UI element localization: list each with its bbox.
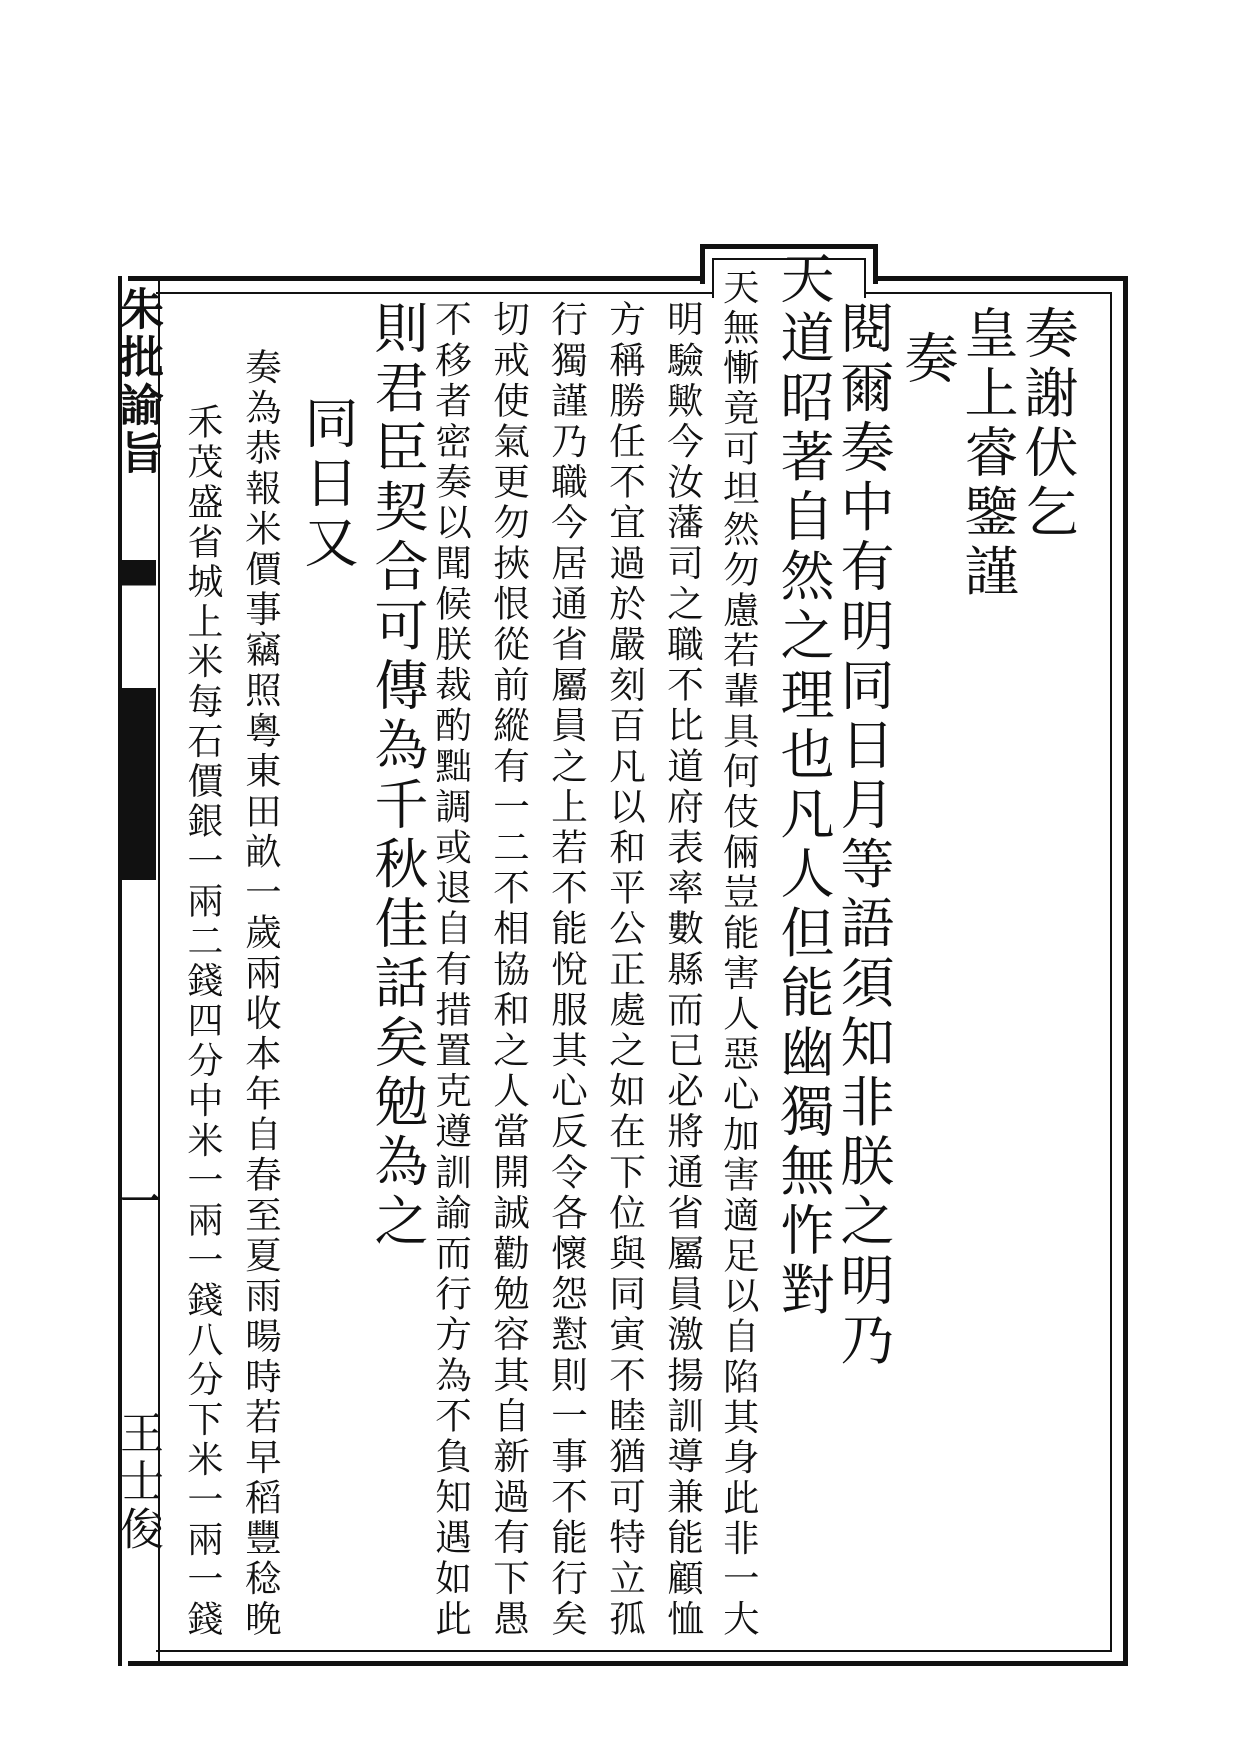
text-column-10: 切戒使氣更勿挾恨從前縱有一二不相協和之人當開誠勸勉容其自新過有下愚 <box>487 300 531 1640</box>
text-column-5: 天道昭著自然之理也凡人但能幽獨無怍對 <box>772 250 835 1321</box>
text-column-8: 方稱勝任不宜過於嚴刻百凡以和平公正處之如在下位與同寅不睦猶可特立孤 <box>603 300 647 1640</box>
text-column-2: 皇上睿鑒謹 <box>956 305 1019 603</box>
text-column-3: 奏 <box>896 330 959 390</box>
text-column-14: 奏為恭報米價事竊照粵東田畝一歲兩收本年自春至夏雨暘時若早稻豐稔晚 <box>239 348 283 1640</box>
spine-author: 王士俊 <box>112 1410 163 1554</box>
spine-section-number: 一 <box>114 1180 161 1220</box>
spine-fishtail-mark <box>122 560 156 880</box>
spine-title: 朱批諭旨 <box>112 286 163 478</box>
text-column-15: 禾茂盛省城上米每石價銀一兩二錢四分中米一兩一錢八分下米一兩一錢 <box>181 403 223 1640</box>
text-column-7: 明驗歟今汝藩司之職不比道府表率數縣而已必將通省屬員激揚訓導兼能顧恤 <box>661 300 705 1640</box>
text-column-4: 閱爾奏中有明同日月等語須知非朕之明乃 <box>832 300 895 1371</box>
text-column-1: 奏謝伏乞 <box>1016 305 1079 543</box>
text-column-6: 天無慚竟可坦然勿慮若輩具何伎倆豈能害人惡心加害適足以自陷其身此非一大 <box>717 268 761 1640</box>
text-column-11: 不移者密奏以聞候朕裁酌黜調或退自有措置克遵訓諭而行方為不負知遇如此 <box>429 300 473 1640</box>
text-column-9: 行獨謹乃職今居通省屬員之上若不能悅服其心反令各懷怨懟則一事不能行矣 <box>545 300 589 1640</box>
text-column-13: 同日又 <box>296 395 359 574</box>
text-column-12: 則君臣契合可傳為千秋佳話矣勉為之 <box>366 300 429 1252</box>
